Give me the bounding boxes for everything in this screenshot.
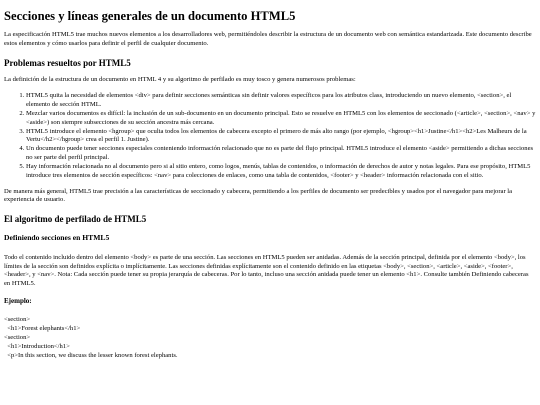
defining-sections-heading: Definiendo secciones en HTML5 [4,232,110,242]
problems-lead: La definición de la estructura de un documento en HTML 4 y su algoritmo de perfilado es muy tosco y genera numerosos problemas: [4,76,356,84]
problems-heading: Problemas resueltos por HTML5 [4,58,131,69]
code-example [4,316,536,360]
algorithm-heading: El algoritmo de perfilado de HTML5 [4,214,147,225]
intro-paragraph: La especificación HTML5 trae muchos nuevos elementos a los desarrolladores web, permitiéndoles describir la estructura de un documento web con semántica estandarizada. Este documento describe estos elementos y cómo usarlos para definir el perfil de cualquier documento. [4,31,532,48]
example-label: Ejemplo: [4,297,32,306]
list-item: 2. Mezclar varios documentos es difícil: la inclusión de un sub-documento en un documento principal. Esto se resuelve en HTML5 con los elementos de seccionado (<article>, <section>, <nav> y <aside>) son siempre subsecciones de su sección ancestra más cercana. [26,110,536,128]
list-item: 4. Un documento puede tener secciones especiales conteniendo información relacionado que no es parte del flujo principal. HTML5 introduce el elemento <aside> permitiendo a dichas secciones no ser parte del perfil principal. [26,145,536,163]
list-item: 3. HTML5 introduce el elemento <hgroup> que oculta todos los elementos de cabecera excepto el primero de más alto rango (por ejemplo, <hgroup><h1>Justine</h1><h2>Les Malheurs de la Vertu</h2></hgroup> crea el perfil 1. Justine). [26,128,536,146]
algorithm-body: Todo el contenido incluido dentro del elemento <body> es parte de una sección. Las secciones en HTML5 pueden ser anidadas. Además de la sección principal, definida por el elemento <body>, los límites de la sección son definidos explícita o implícitamente. Las secciones definidas explícitamente son el contenido definido en las etiquetas <body>, <section>, <article>, <aside>, <footer>, <header>, y <nav>. Nota: Cada sección puede tener su propia jerarquía de cabeceras. Por lo tanto, incluso una sección anidada puede tener un elemento <h1>. Consulte también Definiendo cabeceras en HTML5. [4,253,529,288]
problems-list [4,92,536,180]
code-line: <section> [4,316,31,324]
code-line: <section> [4,334,31,342]
code-line: <h1>Introduction</h1> [4,342,70,350]
page-title: Secciones y líneas generales de un documento HTML5 [4,9,296,23]
code-line: <h1>Forest elephants</h1> [4,325,81,333]
list-item: 5. Hay información relacionada no al documento pero si al sitio entero, como logos, menús, tablas de contenidos, o información de derechos de autor y notas legales. Para ese propósito, HTML5 introduce tres elementos de sección específicos: <nav> para colecciones de enlaces, como una tabla de contenidos, <footer> y <header> información relacionada con el sitio. [26,163,536,181]
list-item: 1. HTML5 quita la necesidad de elementos <div> para definir secciones semánticas sin definir valores específicos para los atributos class, introduciendo un nuevo elemento, <section>, el elemento de sección HTML. [26,92,536,110]
code-line: <p>In this section, we discuss the lesser known forest elephants. [4,351,178,359]
problems-closing: De manera más general, HTML5 trae precisión a las características de seccionado y cabecera, permitiendo a los perfiles de documento ser predecibles y usados por el navegador para mejorar la experiencia de usuario. [4,187,513,204]
